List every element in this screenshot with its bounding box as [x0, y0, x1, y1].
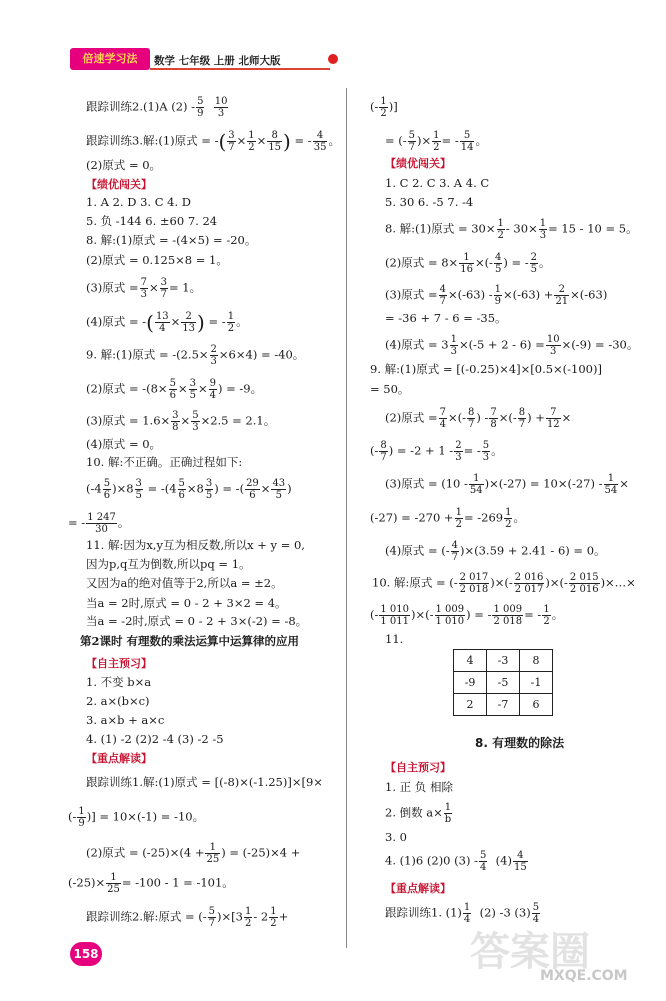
left-line-14: (4)原式 = 0。 — [86, 437, 162, 451]
left-line-18: 11. 解:因为x,y互为相反数,所以x + y = 0, — [86, 538, 305, 552]
watermark-url: MXQE.COM — [540, 968, 628, 984]
right-line-11: 9. 解:(1)原式 = [(-0.25)×4]×[0.5×(-100)] — [370, 362, 602, 376]
grid-cell: 6 — [520, 694, 553, 716]
left-line-5: 1. A 2. D 3. C 4. D — [86, 195, 192, 209]
grid-cell: 2 — [454, 694, 487, 716]
left-line-7: 8. 解:(1)原式 = -(4×5) = -20。 — [86, 233, 257, 247]
grid-cell: -5 — [487, 672, 520, 694]
left-line-12: (2)原式 = -(8× $\frac{5}{6}$ × $\frac{3}{5}$ × $\frac{9}{4}$ ) = -9。 — [86, 378, 263, 401]
header-badge — [70, 48, 150, 70]
right-line-18: 10. 解:原式 = (- $\frac{2 017}{2 018}$ )×(- $\frac{2 016}{2 017}$ )×(- $\frac{2 015}{2 016}$ )×…× — [372, 572, 636, 595]
right-line-15: (3)原式 = (10 - $\frac{1}{54}$ )×(-27) = 10×(-27) - $\frac{1}{54}$ × — [385, 473, 629, 496]
right-line-1: (- $\frac{1}{2}$ )] — [370, 96, 398, 119]
left-line-15: 10. 解:不正确。正确过程如下: — [86, 455, 243, 469]
right-line-22: 1. 正 负 相除 — [385, 780, 453, 794]
left-line-24: 1. 不变 b×a — [86, 675, 152, 689]
left-line-29: 跟踪训练1.解:(1)原式 = [(-8)×(-1.25)]×[9× — [86, 775, 323, 789]
right-line-23: 2. 倒数 a× $\frac{1}{b}$ — [385, 802, 452, 825]
grid-cell: 4 — [454, 650, 487, 672]
watermark-logo: 答案圈 — [470, 929, 590, 975]
right-line-13: (2)原式 = $\frac{7}{4}$ ×(- $\frac{8}{7}$ ) - $\frac{7}{8}$ ×(- $\frac{8}{7}$ ) + $\frac{7}{12}$ × — [385, 407, 572, 430]
right-line-19: (- $\frac{1 010}{1 011}$ )×(- $\frac{1 009}{1 010}$ ) = - $\frac{1 009}{2 018}$ = - $\frac{1}{2}$ 。 — [370, 604, 564, 627]
right-line-5: 5. 30 6. -5 7. -4 — [385, 195, 474, 209]
tag-zhongdian-right: 【重点解读】 — [385, 882, 451, 895]
right-line-12: = 50。 — [370, 382, 410, 396]
left-line-16: (-4 $\frac{5}{6}$ )×8 $\frac{3}{5}$ = -(4 $\frac{5}{6}$ ×8 $\frac{3}{5}$ ) = -( $\frac{29}{6}$ × $\frac{43}{5}$ ) — [86, 478, 292, 501]
left-line-22: 当a = -2时,原式 = 0 - 2 + 3×(-2) = -8。 — [86, 614, 308, 628]
page-number-badge: 158 — [70, 942, 102, 966]
left-line-25: 2. a×(b×c) — [86, 694, 150, 708]
grid-cell: -3 — [487, 650, 520, 672]
left-line-27: 4. (1) -2 (2)2 -4 (3) -2 -5 — [86, 732, 224, 746]
grid-cell: -1 — [520, 672, 553, 694]
left-line-17: = - $\frac{1 247}{30}$ 。 — [68, 512, 130, 535]
table-row — [454, 650, 553, 672]
table-row — [454, 672, 553, 694]
left-line-21: 当a = 2时,原式 = 0 - 2 + 3×2 = 4。 — [86, 596, 287, 610]
left-line-6: 5. 负 -144 6. ±60 7. 24 — [86, 214, 218, 228]
right-line-27: 跟踪训练1. (1) $\frac{1}{4}$ (2) -3 (3) $\frac{5}{4}$ — [385, 902, 540, 925]
right-line-9: = -36 + 7 - 6 = -35。 — [385, 311, 507, 325]
header-rule — [150, 68, 330, 70]
left-line-20: 又因为a的绝对值等于2,所以a = ±2。 — [86, 576, 283, 590]
left-line-8: (2)原式 = 0.125×8 = 1。 — [86, 253, 228, 267]
section-title-division: 8. 有理数的除法 — [475, 736, 565, 750]
right-line-25: 4. (1)6 (2)0 (3) - $\frac{5}{4}$ (4) $\frac{4}{15}$ — [385, 850, 527, 873]
left-line-11: 9. 解:(1)原式 = -(2.5× $\frac{2}{3}$ ×6×4) = -40。 — [86, 344, 305, 367]
header-subtitle: 数学 七年级 上册 北师大版 — [154, 55, 281, 67]
right-line-17: (4)原式 = (- $\frac{4}{7}$ )×(3.59 + 2.41 - 6) = 0。 — [385, 540, 606, 563]
left-line-1: 跟踪训练2.(1)A (2) - $\frac{5}{9}$ $\frac{10}{3}$ — [86, 96, 228, 119]
left-line-33: 跟踪训练2.解:原式 = (- $\frac{5}{7}$ )×[3 $\frac{1}{2}$ - 2 $\frac{1}{2}$ + — [86, 906, 289, 929]
left-line-32: (-25)× $\frac{1}{25}$ = -100 - 1 = -101。 — [68, 872, 234, 895]
tag-zizhu-left: 【自主预习】 — [86, 657, 152, 670]
column-divider — [346, 88, 347, 948]
grid-cell: -7 — [487, 694, 520, 716]
left-line-2: 跟踪训练3.解:(1)原式 = -( $\frac{3}{7}$ × $\frac{1}{2}$ × $\frac{8}{15}$ ) = - $\frac{4}{35}$ 。 — [86, 129, 340, 154]
left-line-26: 3. a×b + a×c — [86, 713, 165, 727]
right-line-14: (- $\frac{8}{7}$ ) = -2 + 1 - $\frac{2}{3}$ = - $\frac{5}{3}$ 。 — [370, 440, 503, 463]
left-line-10: (4)原式 = -( $\frac{13}{4}$ × $\frac{2}{13}$ ) = - $\frac{1}{2}$ 。 — [86, 310, 248, 335]
grid-cell: 8 — [520, 650, 553, 672]
right-line-16: (-27) = -270 + $\frac{1}{2}$ = -269 $\frac{1}{2}$ 。 — [370, 507, 525, 530]
left-line-19: 因为p,q互为倒数,所以pq = 1。 — [86, 557, 251, 571]
left-line-31: (2)原式 = (-25)×(4 + $\frac{1}{25}$ ) = (-25)×4 + — [86, 842, 301, 865]
left-line-9: (3)原式 = $\frac{7}{3}$ × $\frac{3}{7}$ = 1。 — [86, 277, 202, 300]
header-series: 倍速学习法 — [82, 52, 138, 65]
right-line-24: 3. 0 — [385, 830, 407, 844]
right-line-7: (2)原式 = 8× $\frac{1}{16}$ ×(- $\frac{4}{5}$ ) = - $\frac{2}{5}$ 。 — [385, 252, 551, 275]
magic-square-table — [453, 649, 553, 716]
tag-jiyou-right: 【绩优闯关】 — [385, 157, 451, 170]
tag-jiyou-left: 【绩优闯关】 — [86, 178, 152, 191]
right-line-10: (4)原式 = 3 $\frac{1}{3}$ ×(-5 + 2 - 6) = $\frac{10}{3}$ ×(-9) = -30。 — [385, 334, 639, 357]
header-dot-icon — [328, 54, 338, 64]
left-line-3: (2)原式 = 0。 — [86, 158, 162, 172]
left-line-13: (3)原式 = 1.6× $\frac{3}{8}$ × $\frac{5}{3}$ ×2.5 = 2.1。 — [86, 410, 276, 433]
right-line-8: (3)原式 = $\frac{4}{7}$ ×(-63) - $\frac{1}{9}$ ×(-63) + $\frac{2}{21}$ ×(-63) — [385, 284, 608, 307]
grid-cell: -9 — [454, 672, 487, 694]
table-row — [454, 694, 553, 716]
right-line-4: 1. C 2. C 3. A 4. C — [385, 176, 490, 190]
left-line-30: (- $\frac{1}{9}$ )] = 10×(-1) = -10。 — [68, 806, 205, 829]
tag-zizhu-right: 【自主预习】 — [385, 761, 451, 774]
right-line-2: = (- $\frac{5}{7}$ )× $\frac{1}{2}$ = - $\frac{5}{14}$ 。 — [385, 130, 487, 153]
right-line-20: 11. — [385, 632, 404, 646]
right-line-6: 8. 解:(1)原式 = 30× $\frac{1}{2}$ - 30× $\frac{1}{3}$ = 15 - 10 = 5。 — [385, 218, 638, 241]
tag-zhongdian-left: 【重点解读】 — [86, 752, 152, 765]
section-title-lesson2: 第2课时 有理数的乘法运算中运算律的应用 — [80, 634, 300, 648]
